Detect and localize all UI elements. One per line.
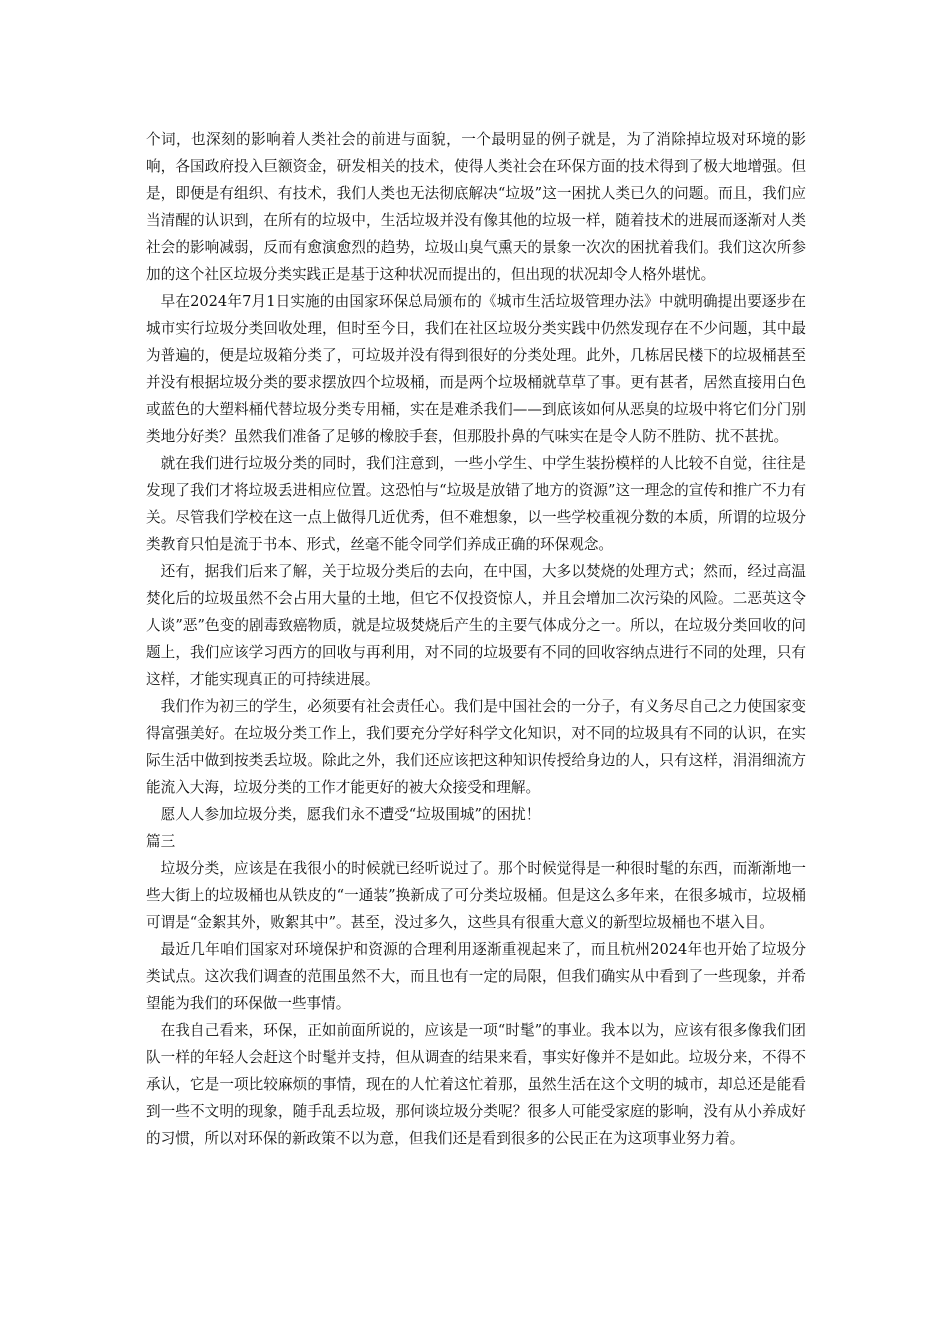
- paragraph: 垃圾分类，应该是在我很小的时候就已经听说过了。那个时候觉得是一种很时髦的东西，而渐渐地一些大街上的垃圾桶也从铁皮的“一通装”换新成了可分类垃圾桶。但是这么多年来，在很多城市，垃圾桶可谓是“金絮其外，败絮其中”。甚至，没过多久，这些具有很重大意义的新型垃圾桶也不堪入目。: [146, 860, 806, 931]
- document-body: [146, 126, 806, 1152]
- paragraph: 在我自己看来，环保，正如前面所说的，应该是一项“时髦”的事业。我本以为，应该有很多像我们团队一样的年轻人会赶这个时髦并支持，但从调查的结果来看，事实好像并不是如此。垃圾分来，不得不承认，它是一项比较麻烦的事情，现在的人忙着这忙着那，虽然生活在这个文明的城市，却总还是能看到一些不文明的现象，随手乱丢垃圾，那何谈垃圾分类呢？很多人可能受家庭的影响，没有从小养成好的习惯，所以对环保的新政策不以为意，但我们还是看到很多的公民正在为这项事业努力着。: [146, 1022, 806, 1147]
- paragraph: 愿人人参加垃圾分类，愿我们永不遭受“垃圾围城”的困扰！: [160, 806, 541, 823]
- paragraph: 早在2024年7月1日实施的由国家环保总局颁布的《城市生活垃圾管理办法》中就明确提出要逐步在城市实行垃圾分类回收处理，但时至今日，我们在社区垃圾分类实践中仍然发现存在不少问题，其中最为普遍的，便是垃圾箱分类了，可垃圾并没有得到很好的分类处理。此外，几栋居民楼下的垃圾桶甚至并没有根据垃圾分类的要求摆放四个垃圾桶，而是两个垃圾桶就草草了事。更有甚者，居然直接用白色或蓝色的大塑料桶代替垃圾分类专用桶，实在是难杀我们——到底该如何从恶臭的垃圾中将它们分门别类地分好类？虽然我们准备了足够的橡胶手套，但那股扑鼻的气味实在是令人防不胜防、扰不甚扰。: [146, 293, 806, 445]
- paragraph: 还有，据我们后来了解，关于垃圾分类后的去向，在中国，大多以焚烧的处理方式；然而，经过高温焚化后的垃圾虽然不会占用大量的土地，但它不仅投资惊人，并且会增加二次污染的风险。二恶英这令人谈”恶”色变的剧毒致癌物质，就是垃圾焚烧后产生的主要气体成分之一。所以，在垃圾分类回收的问题上，我们应该学习西方的回收与再利用，对不同的垃圾要有不同的回收容纳点进行不同的处理，只有这样，才能实现真正的可持续进展。: [146, 563, 806, 688]
- paragraph: 我们作为初三的学生，必须要有社会责任心。我们是中国社会的一分子，有义务尽自己之力使国家变得富强美好。在垃圾分类工作上，我们要充分学好科学文化知识，对不同的垃圾具有不同的认识，在实际生活中做到按类丢垃圾。除此之外，我们还应该把这种知识传授给身边的人，只有这样，涓涓细流方能流入大海，垃圾分类的工作才能更好的被大众接受和理解。: [146, 698, 806, 796]
- paragraph: 最近几年咱们国家对环境保护和资源的合理利用逐渐重视起来了，而且杭州2024年也开始了垃圾分类试点。这次我们调查的范围虽然不大，而且也有一定的局限，但我们确实从中看到了一些现象，并希望能为我们的环保做一些事情。: [146, 941, 806, 1012]
- section-title: 篇三: [146, 833, 176, 850]
- paragraph: 就在我们进行垃圾分类的同时，我们注意到，一些小学生、中学生装扮模样的人比较不自觉，往往是发现了我们才将垃圾丢进相应位置。这恐怕与“垃圾是放错了地方的资源”这一理念的宣传和推广不力有关。尽管我们学校在这一点上做得几近优秀，但不难想象，以一些学校重视分数的本质，所谓的垃圾分类教育只怕是流于书本、形式，丝毫不能令同学们养成正确的环保观念。: [146, 455, 806, 553]
- paragraph: 个词，也深刻的影响着人类社会的前进与面貌，一个最明显的例子就是，为了消除掉垃圾对环境的影响，各国政府投入巨额资金，研发相关的技术，使得人类社会在环保方面的技术得到了极大地增强。但是，即便是有组织、有技术，我们人类也无法彻底解决“垃圾”这一困扰人类已久的问题。而且，我们应当清醒的认识到，在所有的垃圾中，生活垃圾并没有像其他的垃圾一样，随着技术的进展而逐渐对人类社会的影响减弱，反而有愈演愈烈的趋势，垃圾山臭气熏天的景象一次次的困扰着我们。我们这次所参加的这个社区垃圾分类实践正是基于这种状况而提出的，但出现的状况却令人格外堪忧。: [146, 131, 806, 283]
